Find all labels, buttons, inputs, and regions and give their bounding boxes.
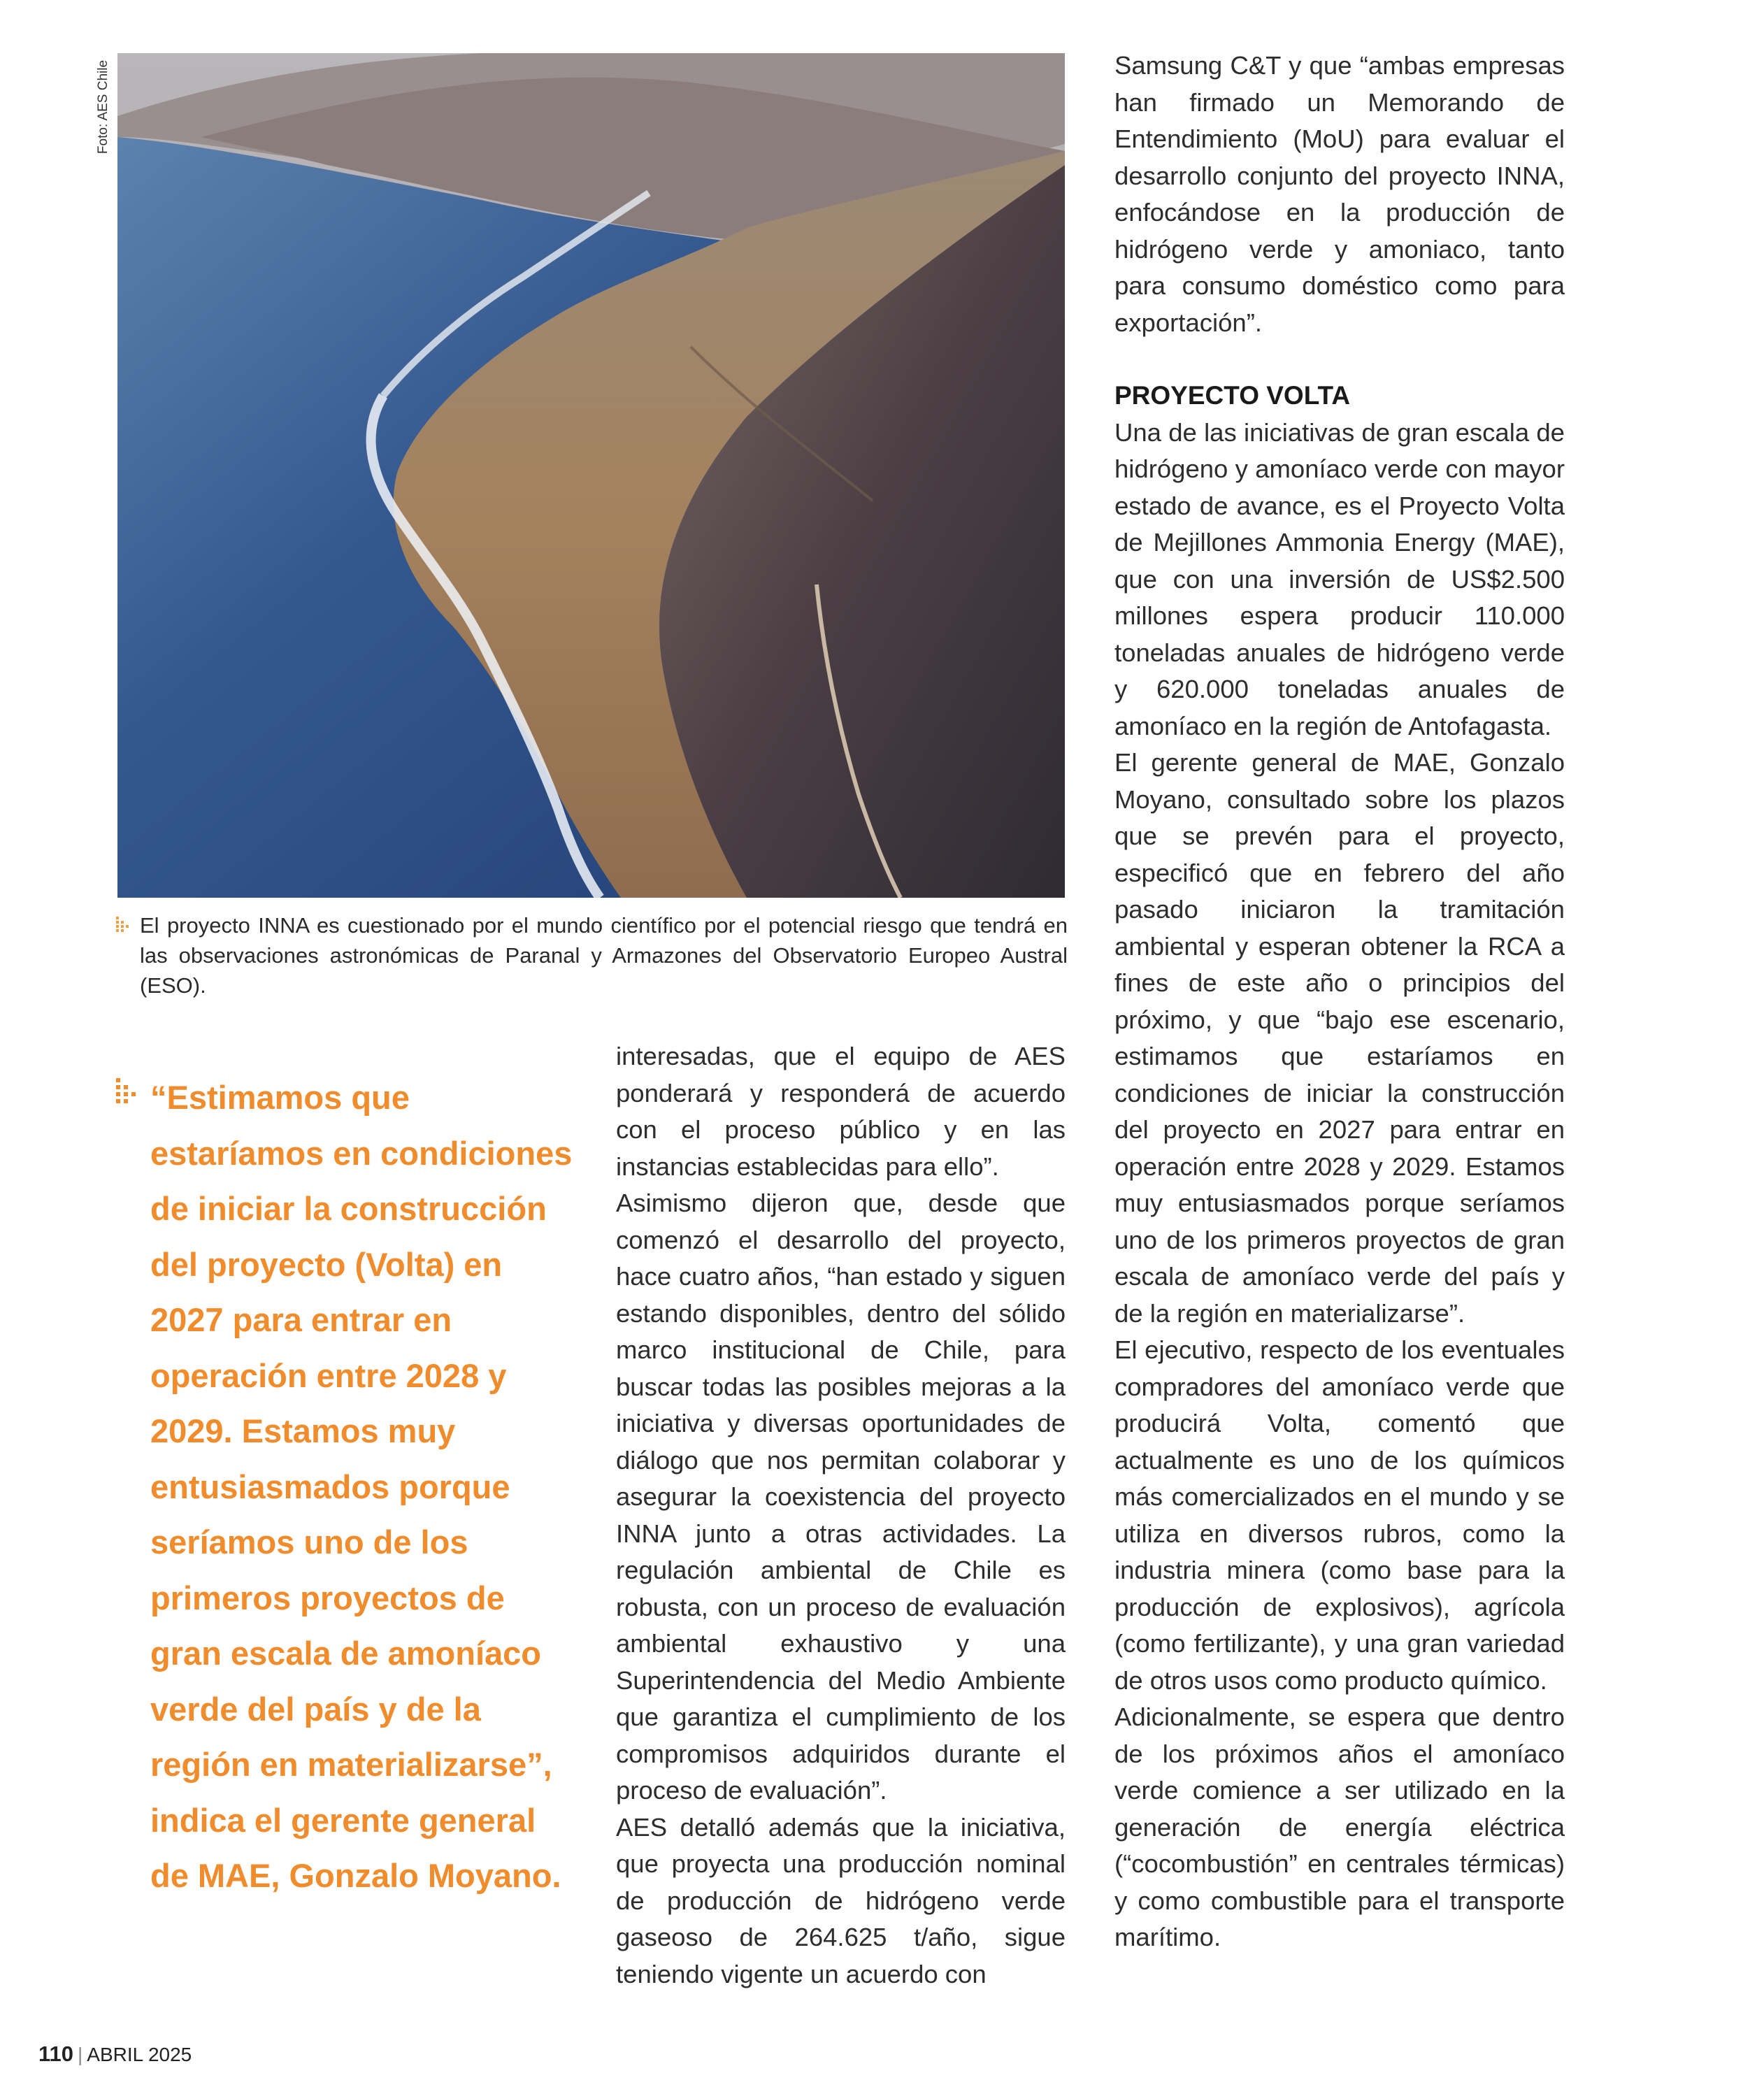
paragraph: AES detalló además que la iniciativa, que proyecta una producción nominal de producción de hidrógeno verde gaseoso de 264.625 t/año, sigue teniendo vigente un acuerdo con	[616, 1812, 1066, 1988]
paragraph: Samsung C&T y que “ambas empresas han firmado un Memorando de Entendimiento (MoU) para evaluar el desarrollo conjunto del proyecto INNA, enfocándose en la producción de hidrógeno verde y amoniaco, tanto para consumo doméstico como para exportación”.	[1114, 51, 1565, 337]
photo-credit	[89, 55, 117, 159]
paragraph: El ejecutivo, respecto de los eventuales compradores del amoníaco verde que producirá Volta, comentó que actualmente es uno de los químicos más comercializados en el mundo y se utiliza en diversos rubros, como la industria minera (como base para la producción de explosivos), agrícola (como fertilizante), y una gran variedad de otros usos como producto químico.	[1114, 1335, 1565, 1695]
photo-credit-text: Foto: AES Chile	[96, 59, 110, 155]
article-column-middle	[616, 1038, 1066, 1993]
coastline-photo	[117, 53, 1065, 898]
paragraph: interesadas, que el equipo de AES ponderará y responderá de acuerdo con el proceso público y en las instancias establecidas para ello”.	[616, 1042, 1066, 1181]
photo-caption	[115, 910, 1068, 1001]
pull-quote	[115, 1070, 577, 1904]
section-heading: PROYECTO VOLTA	[1114, 381, 1351, 410]
coastline-illustration	[117, 53, 1065, 898]
section-spacer	[1114, 341, 1565, 378]
pull-quote-text: “Estimamos que estaríamos en condiciones de iniciar la construcción del proyecto (Volta) en 2027 para entrar en operación entre 2028 y 2029. Estamos muy entusiasmados porque seríamos uno de los primeros proyectos de gran escala de amoníaco verde del país y de la región en materializarse”, indica el gerente general de MAE, Gonzalo Moyano.	[150, 1079, 573, 1894]
caption-text: El proyecto INNA es cuestionado por el mundo científico por el potencial riesgo que tendrá en las observaciones astronómicas de Paranal y Armazones del Observatorio Europeo Austral (ESO).	[140, 913, 1068, 998]
footer-separator: |	[78, 2044, 83, 2065]
article-column-right	[1114, 48, 1565, 1956]
caption-bullet-icon	[115, 916, 131, 935]
page-footer	[38, 2042, 192, 2067]
paragraph: El gerente general de MAE, Gonzalo Moyano, consultado sobre los plazos que se prevén para el proyecto, especificó que en febrero del año pasado iniciaron la tramitación ambiental y esperan obtener la RCA a fines de este año o principios del próximo, y que “bajo ese escenario, estimamos que estaríamos en condiciones de iniciar la construcción del proyecto en 2027 para entrar en operación entre 2028 y 2029. Estamos muy entusiasmados porque seríamos uno de los primeros proyectos de gran escala de amoníaco verde del país y de la región en materializarse”.	[1114, 748, 1565, 1328]
paragraph: Una de las iniciativas de gran escala de hidrógeno y amoníaco verde con mayor estado de avance, es el Proyecto Volta de Mejillones Ammonia Energy (MAE), que con una inversión de US$2.500 millones espera producir 110.000 toneladas anuales de hidrógeno verde y 620.000 toneladas anuales de amoníaco en la región de Antofagasta.	[1114, 417, 1565, 740]
paragraph: Adicionalmente, se espera que dentro de los próximos años el amoníaco verde comience a ser utilizado en la generación de energía eléctrica (“cocombustión” en centrales térmicas) y como combustible para el transporte marítimo.	[1114, 1702, 1565, 1951]
paragraph: Asimismo dijeron que, desde que comenzó el desarrollo del proyecto, hace cuatro años, “han estado y siguen estando disponibles, dentro del sólido marco institucional de Chile, para buscar todas las posibles mejoras a la iniciativa y diversas oportunidades de diálogo que nos permitan colaborar y asegurar la coexistencia del proyecto INNA junto a otras actividades. La regulación ambiental de Chile es robusta, con un proceso de evaluación ambiental exhaustivo y una Superintendencia del Medio Ambiente que garantiza el cumplimiento de los compromisos adquiridos durante el proceso de evaluación”.	[616, 1189, 1066, 1805]
pullquote-bullet-icon	[115, 1077, 139, 1109]
page-number: 110	[38, 2042, 74, 2066]
issue-date: ABRIL 2025	[87, 2044, 192, 2065]
